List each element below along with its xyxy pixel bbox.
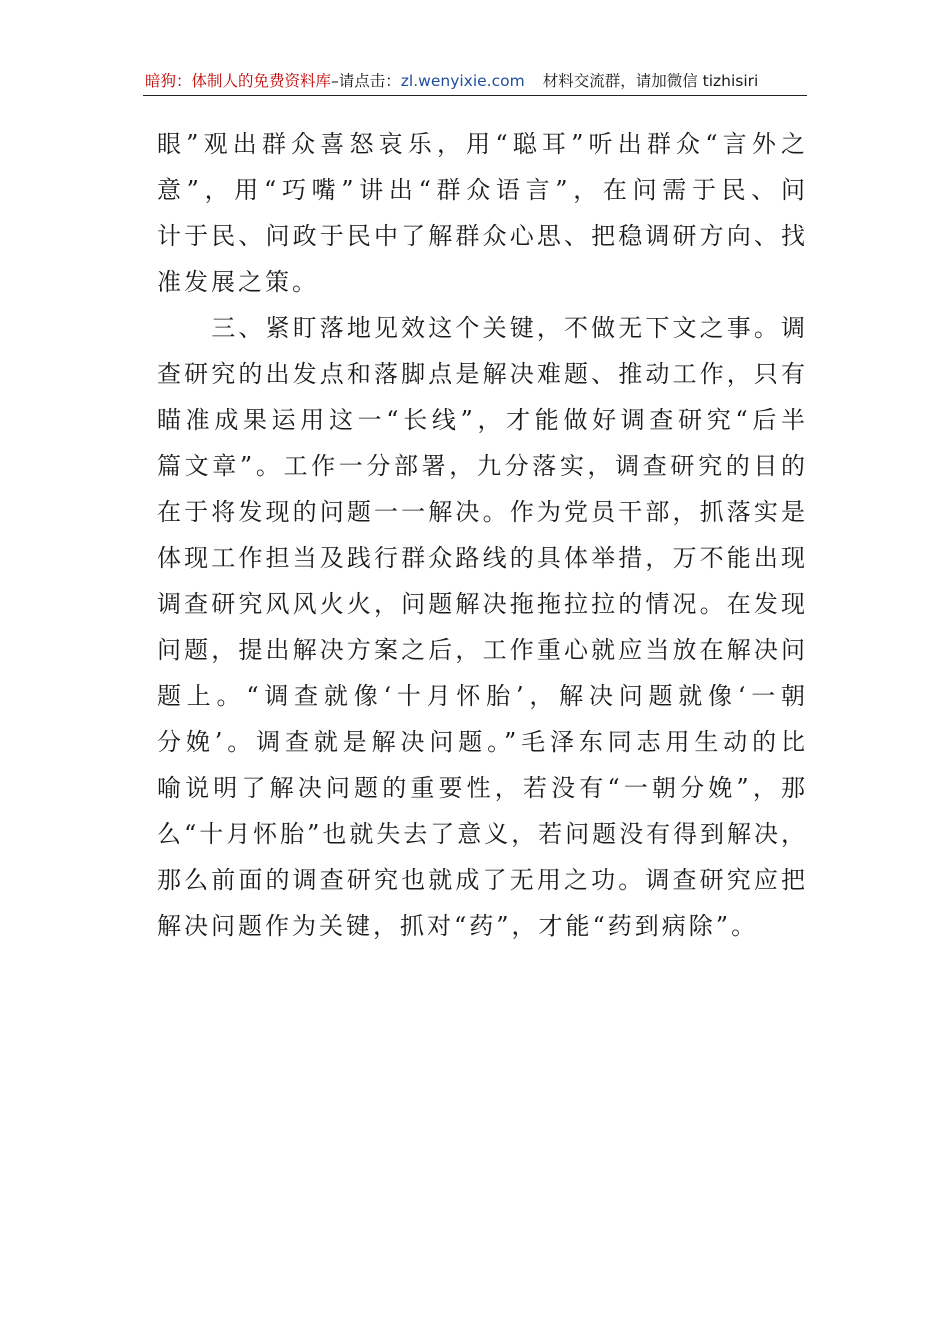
text-line: 篇文章”。工作一分部署，九分落实，调查研究的目的 [157,452,805,480]
text-line: 那么前面的调查研究也就成了无用之功。调查研究应把 [157,866,805,894]
text-line: 分娩’。调查就是解决问题。”毛泽东同志用生动的比 [157,728,805,756]
document-body [157,121,805,949]
text-line: 喻说明了解决问题的重要性，若没有“一朝分娩”，那 [157,774,805,802]
text-line: 查研究的出发点和落脚点是解决难题、推动工作，只有 [157,360,805,388]
paragraph-2 [157,305,805,949]
text-line: 么“十月怀胎”也就失去了意义，若问题没有得到解决， [157,820,805,848]
text-line: 问题，提出解决方案之后，工作重心就应当放在解决问 [157,636,805,664]
header-site-label: 暗狗：体制人的免费资料库 [145,72,332,90]
text-line: 解决问题作为关键，抓对“药”，才能“药到病除”。 [157,912,759,940]
page-header [145,66,805,96]
text-line: 调查研究风风火火，问题解决拖拖拉拉的情况。在发现 [157,590,805,618]
header-click-prompt: –请点击： [331,72,401,90]
header-divider [143,95,807,96]
text-line: 在于将发现的问题一一解决。作为党员干部，抓落实是 [157,498,805,526]
paragraph-1 [157,121,805,305]
text-line: 三、紧盯落地见效这个关键，不做无下文之事。调 [157,314,805,342]
header-contact: 材料交流群，请加微信 tizhisiri [542,72,759,90]
text-line: 意”，用“巧嘴”讲出“群众语言”，在问需于民、问 [157,176,805,204]
text-line: 计于民、问政于民中了解群众心思、把稳调研方向、找 [157,222,805,250]
header-url-link[interactable]: zl.wenyixie.com [400,72,525,90]
text-line: 瞄准成果运用这一“长线”，才能做好调查研究“后半 [157,406,805,434]
text-line: 体现工作担当及践行群众路线的具体举措，万不能出现 [157,544,805,572]
text-line: 眼”观出群众喜怒哀乐，用“聪耳”听出群众“言外之 [157,130,805,158]
text-line: 准发展之策。 [157,268,319,296]
text-line: 题上。“调查就像‘十月怀胎’，解决问题就像‘一朝 [157,682,805,710]
